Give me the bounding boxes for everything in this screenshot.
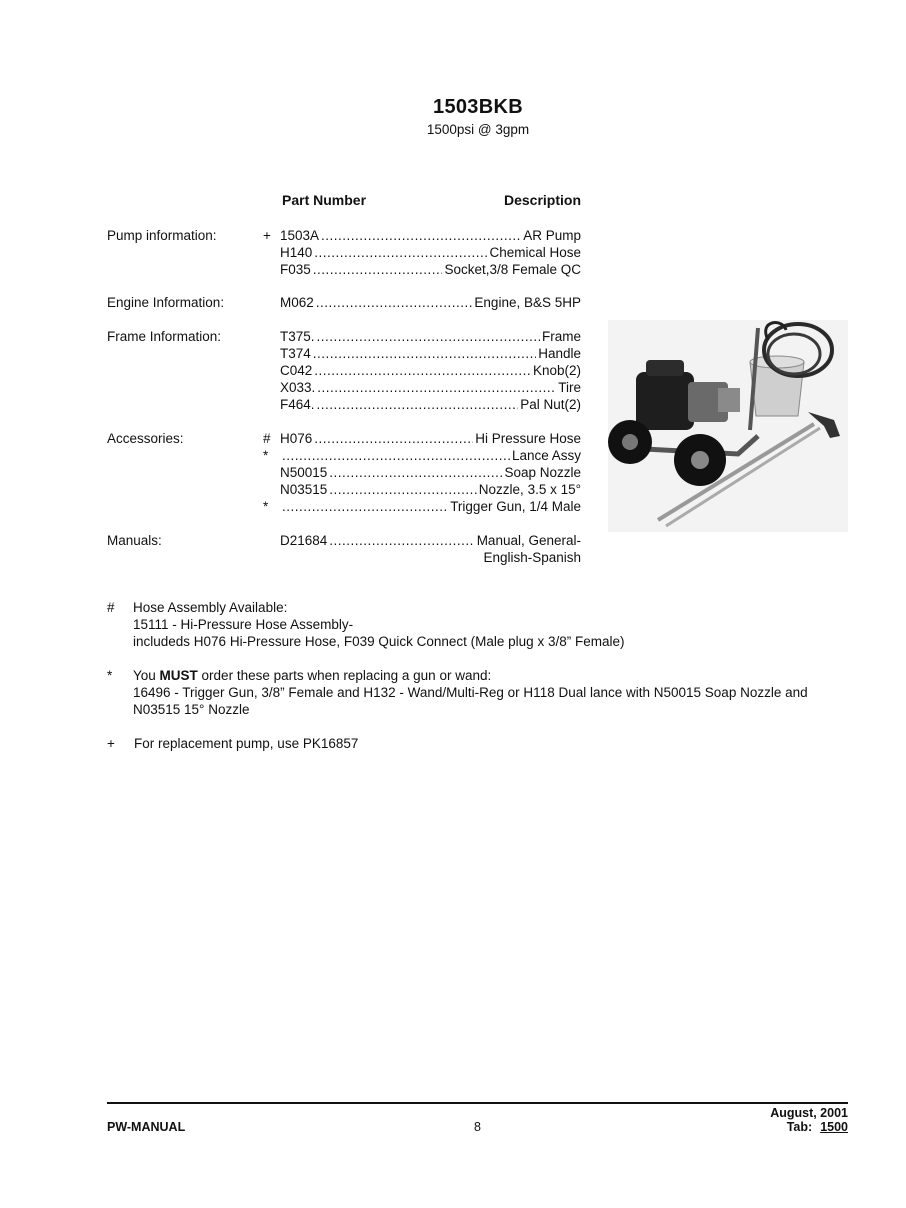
part-description: Hi Pressure Hose	[475, 431, 581, 446]
part-number-header: Part Number	[282, 192, 367, 208]
note-line: N03515 15° Nozzle	[133, 702, 250, 717]
part-description: Tire	[558, 380, 581, 395]
footer-rule	[107, 1102, 848, 1104]
leader-dots	[313, 262, 443, 277]
part-mark: +	[263, 228, 271, 243]
part-number: F035	[280, 262, 311, 277]
section-label-accessories: Accessories:	[107, 431, 184, 446]
note-text: You	[133, 668, 160, 683]
section-label-manuals: Manuals:	[107, 533, 162, 548]
footer-tab	[787, 1120, 848, 1134]
part-row	[0, 533, 906, 565]
note-line: includeds H076 Hi-Pressure Hose, F039 Quick Connect (Male plug x 3/8” Female)	[133, 634, 625, 649]
part-description: Frame	[541, 329, 581, 344]
part-row	[0, 228, 906, 245]
model-title: 1503BKB	[433, 96, 523, 118]
part-description: Pal Nut(2)	[520, 397, 581, 412]
section-label-engine: Engine Information:	[107, 295, 225, 310]
part-description: Knob(2)	[532, 363, 581, 378]
note-symbol: +	[107, 736, 115, 751]
part-description: Engine, B&S 5HP	[474, 295, 581, 310]
leader-dots	[314, 431, 473, 446]
note-line: Hose Assembly Available:	[133, 600, 288, 615]
part-mark: *	[263, 448, 269, 463]
note-line: 15111 - Hi-Pressure Hose Assembly-	[133, 617, 354, 632]
part-mark: *	[263, 499, 269, 514]
leader-dots	[329, 533, 474, 548]
note-line: 16496 - Trigger Gun, 3/8” Female and H132 - Wand/Multi-Reg or H118 Dual lance with N50015 Soap Nozzle and	[133, 685, 808, 700]
leader-dots	[282, 448, 510, 463]
footer-date: August, 2001	[770, 1106, 848, 1120]
note-line: For replacement pump, use PK16857	[134, 736, 359, 751]
section-label-frame: Frame Information:	[107, 329, 222, 344]
note-text: order these parts when replacing a gun or wand:	[197, 668, 492, 683]
page-number: 8	[474, 1120, 481, 1134]
section-label-pump: Pump information:	[107, 228, 217, 243]
part-description: Trigger Gun, 1/4 Male	[450, 499, 581, 514]
note-symbol: #	[107, 600, 115, 615]
pressure-washer-photo	[608, 320, 848, 532]
leader-dots	[313, 346, 536, 361]
leader-dots	[316, 295, 473, 310]
leader-dots	[282, 499, 448, 514]
part-number: C042	[280, 363, 313, 378]
part-row	[0, 262, 906, 279]
note-hose-assembly	[107, 599, 867, 650]
part-number: F464.	[280, 397, 315, 412]
leader-dots	[317, 329, 540, 344]
part-description: Handle	[538, 346, 581, 361]
leader-dots	[317, 397, 519, 412]
part-description: Manual, General-	[476, 533, 581, 548]
part-row	[0, 295, 906, 312]
note-gun-wand	[107, 667, 867, 718]
model-rating: 1500psi @ 3gpm	[426, 122, 530, 137]
leader-dots	[329, 465, 502, 480]
part-description: Socket,3/8 Female QC	[444, 262, 581, 277]
part-number: X033.	[280, 380, 316, 395]
part-number: H076	[280, 431, 313, 446]
part-description-continued: English-Spanish	[483, 550, 581, 565]
part-mark: #	[263, 431, 271, 446]
part-number: H140	[280, 245, 313, 260]
note-replacement-pump	[107, 735, 867, 752]
part-number: N50015	[280, 465, 328, 480]
part-number: T374	[280, 346, 311, 361]
part-number: T375.	[280, 329, 315, 344]
note-emphasis: MUST	[159, 668, 198, 683]
tab-value: 1500	[820, 1120, 848, 1134]
part-description: Lance Assy	[511, 448, 581, 463]
leader-dots	[314, 363, 531, 378]
part-number: D21684	[280, 533, 328, 548]
part-number: N03515	[280, 482, 328, 497]
leader-dots	[329, 482, 477, 497]
tab-label: Tab:	[786, 1120, 813, 1134]
part-description: Chemical Hose	[489, 245, 581, 260]
leader-dots	[317, 380, 556, 395]
leader-dots	[321, 228, 521, 243]
part-description: Soap Nozzle	[504, 465, 581, 480]
part-row	[0, 245, 906, 262]
part-number: 1503A	[280, 228, 320, 243]
description-header: Description	[503, 192, 581, 208]
part-description: Nozzle, 3.5 x 15°	[478, 482, 581, 497]
part-number: M062	[280, 295, 314, 310]
leader-dots	[314, 245, 487, 260]
part-description: AR Pump	[523, 228, 581, 243]
footer-manual-name: PW-MANUAL	[107, 1120, 186, 1134]
note-symbol: *	[107, 668, 113, 683]
